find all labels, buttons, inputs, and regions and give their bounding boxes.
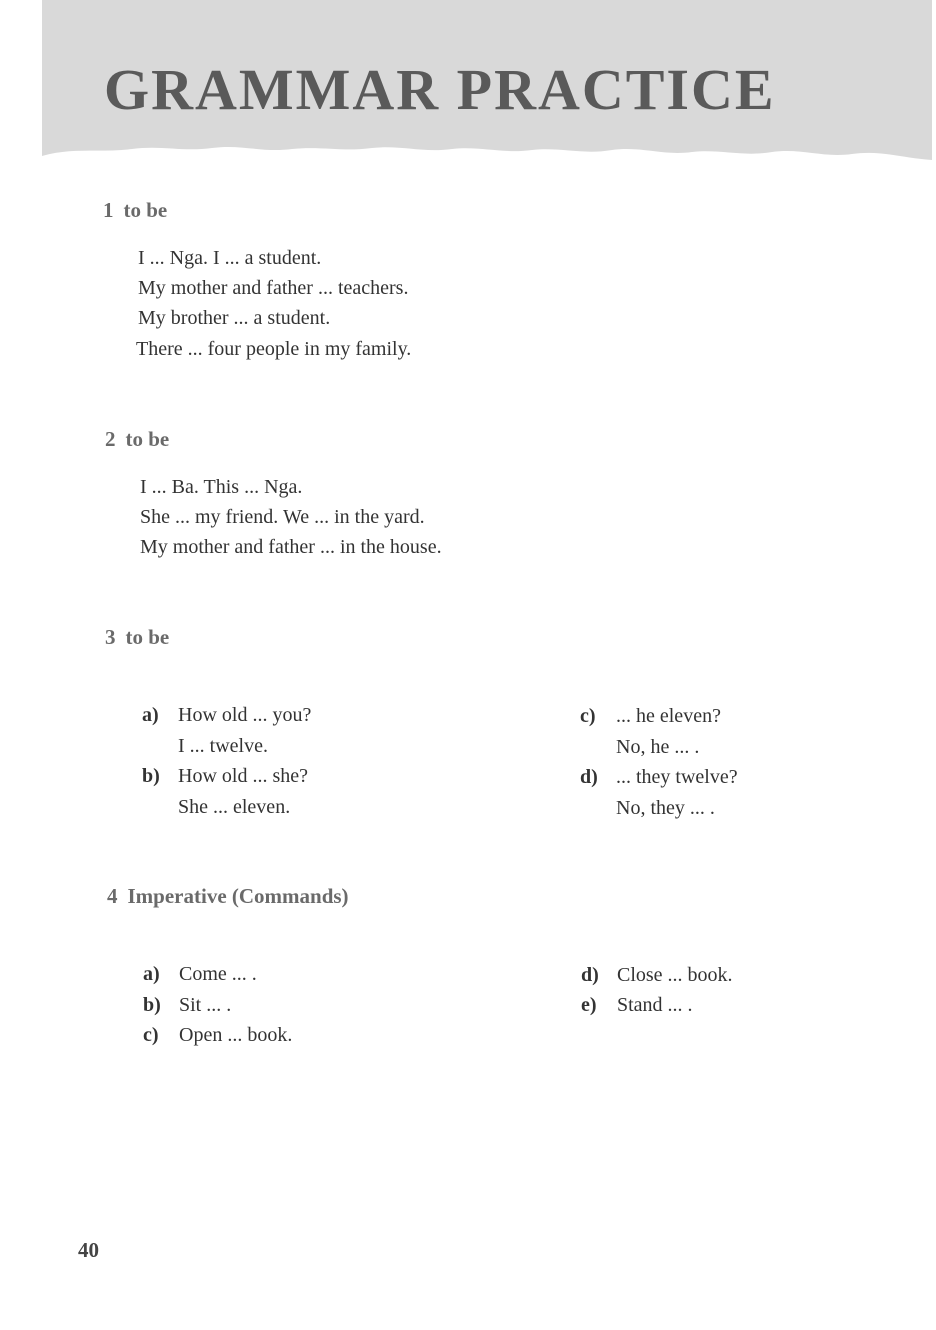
item-letter: a) xyxy=(142,704,159,726)
page-number: 40 xyxy=(78,1238,99,1262)
section-3-heading xyxy=(105,625,169,650)
item-answer: I ... twelve. xyxy=(178,735,268,757)
section-title: to be xyxy=(125,427,170,451)
section-2-heading xyxy=(105,427,169,452)
exercise-item xyxy=(143,994,231,1017)
exercise-line: She ... my friend. We ... in the yard. xyxy=(140,506,425,528)
item-answer: She ... eleven. xyxy=(178,796,291,818)
exercise-item xyxy=(581,964,733,987)
item-question: ... they twelve? xyxy=(616,766,738,788)
exercise-line: My brother ... a student. xyxy=(138,307,331,329)
item-letter: d) xyxy=(581,964,599,986)
section-4-heading xyxy=(107,884,349,909)
item-text: Stand ... . xyxy=(617,994,693,1016)
item-text: Close ... book. xyxy=(617,964,733,986)
item-question: ... he eleven? xyxy=(616,705,721,727)
exercise-item xyxy=(581,994,693,1017)
item-letter: b) xyxy=(143,994,161,1016)
exercise-line: My mother and father ... teachers. xyxy=(138,277,409,299)
item-text: Open ... book. xyxy=(179,1024,293,1046)
page-title: GRAMMAR PRACTICE xyxy=(104,57,776,122)
item-letter: a) xyxy=(143,963,160,985)
exercise-line: I ... Nga. I ... a student. xyxy=(138,247,322,269)
section-title: to be xyxy=(125,625,170,649)
section-number: 4 xyxy=(107,884,118,908)
exercise-item xyxy=(142,704,311,758)
item-text: Sit ... . xyxy=(179,994,232,1016)
exercise-item xyxy=(143,963,257,986)
section-title: Imperative (Commands) xyxy=(127,884,349,908)
exercise-line: There ... four people in my family. xyxy=(136,338,412,360)
item-answer: No, they ... . xyxy=(616,797,715,819)
item-question: How old ... she? xyxy=(178,765,308,787)
exercise-line: My mother and father ... in the house. xyxy=(140,536,442,558)
item-letter: c) xyxy=(143,1024,159,1046)
item-answer: No, he ... . xyxy=(616,736,700,758)
item-letter: c) xyxy=(580,705,596,727)
section-number: 3 xyxy=(105,625,116,649)
item-letter: e) xyxy=(581,994,597,1016)
title-banner xyxy=(42,0,932,175)
exercise-line: I ... Ba. This ... Nga. xyxy=(140,476,303,498)
exercise-item xyxy=(143,1024,292,1047)
section-title: to be xyxy=(123,198,168,222)
item-text: Come ... . xyxy=(179,963,257,985)
section-number: 1 xyxy=(103,198,114,222)
item-question: How old ... you? xyxy=(178,704,312,726)
exercise-item xyxy=(142,765,308,819)
item-letter: d) xyxy=(580,766,598,788)
section-1-heading xyxy=(103,198,167,223)
exercise-item xyxy=(580,705,721,759)
item-letter: b) xyxy=(142,765,160,787)
section-number: 2 xyxy=(105,427,116,451)
exercise-item xyxy=(580,766,738,820)
